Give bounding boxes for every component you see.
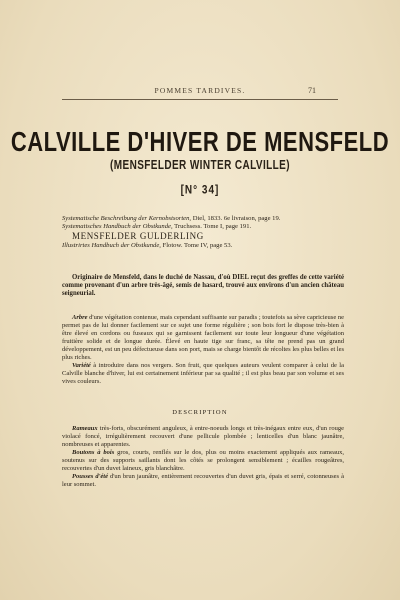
paragraph-lead: Arbre xyxy=(72,314,88,321)
description-section xyxy=(62,425,344,489)
description-paragraph xyxy=(62,449,344,473)
paragraph-lead: Pousses d'été xyxy=(72,473,108,480)
paragraph-lead: Variété xyxy=(72,362,91,369)
description-paragraph xyxy=(62,425,344,449)
paragraph-text: gros, courts, renflés sur le dos, plus ou moins exactement appliqués aux rameaux, soutenus sur des supports saillants dont les côtés se prolongent sensiblement ; écailles rougeâtres, recouvertes d'un duvet laineux, gris blanchâtre. xyxy=(62,449,344,472)
body-paragraph xyxy=(62,362,344,386)
reference-detail: Diel, 1833. 6e livraison, page 19. xyxy=(191,215,281,222)
running-head: POMMES TARDIVES. xyxy=(154,86,246,95)
paragraph-text: d'une végétation contenue, mais cependant suffisante sur paradis ; toutefois sa sève capricieuse ne permet pas de lui donner facilement sur ce sujet une forme régulière ; son bois fort le dispose très-bien à être élevé en cordons ou fuseaux qui se garnissent facilement sur toute leur longueur d'une végétation fruitière solide et de longue durée. Élevé en haute tige sur franc, sa tête ne prend pas un grand développement, est un peu défectueuse dans son port, mais se charge bientôt de récoltes les plus belles et les plus riches. xyxy=(62,314,344,361)
reference xyxy=(62,215,344,223)
reference-source: Systematisches Handbuch der Obstkunde, xyxy=(62,222,173,230)
reference-detail: Flotow. Tome IV, page 53. xyxy=(160,242,233,250)
reference-detail: Truchsess. Tome I, page 191. xyxy=(172,222,252,230)
reference xyxy=(62,242,344,250)
paragraph-lead: Boutons à bois xyxy=(72,449,115,456)
tree-description xyxy=(62,314,344,386)
variety-number: [N° 34] xyxy=(180,184,220,198)
paragraph-text: d'un brun jaunâtre, entièrement recouvertes d'un duvet gris, épais et serré, cotonneuses à leur sommet. xyxy=(62,473,344,488)
body-paragraph xyxy=(62,314,344,362)
variety-title: CALVILLE D'HIVER DE MENSFELD xyxy=(10,126,390,158)
reference-source: Systematische Beschreibung der Kernobstsorten, xyxy=(62,215,192,222)
variety-subtitle: (MENSFELDER WINTER CALVILLE) xyxy=(110,159,290,173)
reference xyxy=(62,223,344,231)
header-rule xyxy=(62,99,338,100)
page-number: 71 xyxy=(308,86,316,95)
paragraph-text: à introduire dans nos vergers. Son fruit, que quelques auteurs veulent comparer à celui de la Calville blanche d'hiver, lui est certainement inférieur par sa qualité ; il est plus beau par son volume et ses vives couleurs. xyxy=(62,362,344,385)
reference-source: Illustrirtes Handbuch der Obstkunde, xyxy=(62,242,161,250)
bibliographic-references xyxy=(62,215,344,250)
paragraph-text: très-forts, obscurément anguleux, à entre-noeuds longs et très-inégaux entre eux, d'un rouge violacé foncé, irrégulièrement recouvert d'une pellicule plombée ; lenticelles d'un blanc jaunâtre, nombreuses et apparentes. xyxy=(62,425,344,448)
origin-paragraph: Originaire de Mensfeld, dans le duché de Nassau, d'où DIEL reçut des greffes de cette variété comme provenant d'un arbre très-âgé, semis de hasard, trouvé aux environs d'un ancien château seigneurial. xyxy=(62,274,344,298)
description-paragraph xyxy=(62,473,344,489)
synonym-heading: MENSFELDER GULDERLING xyxy=(72,231,204,242)
paragraph-lead: Rameaux xyxy=(72,425,98,432)
description-heading: DESCRIPTION xyxy=(172,409,228,416)
